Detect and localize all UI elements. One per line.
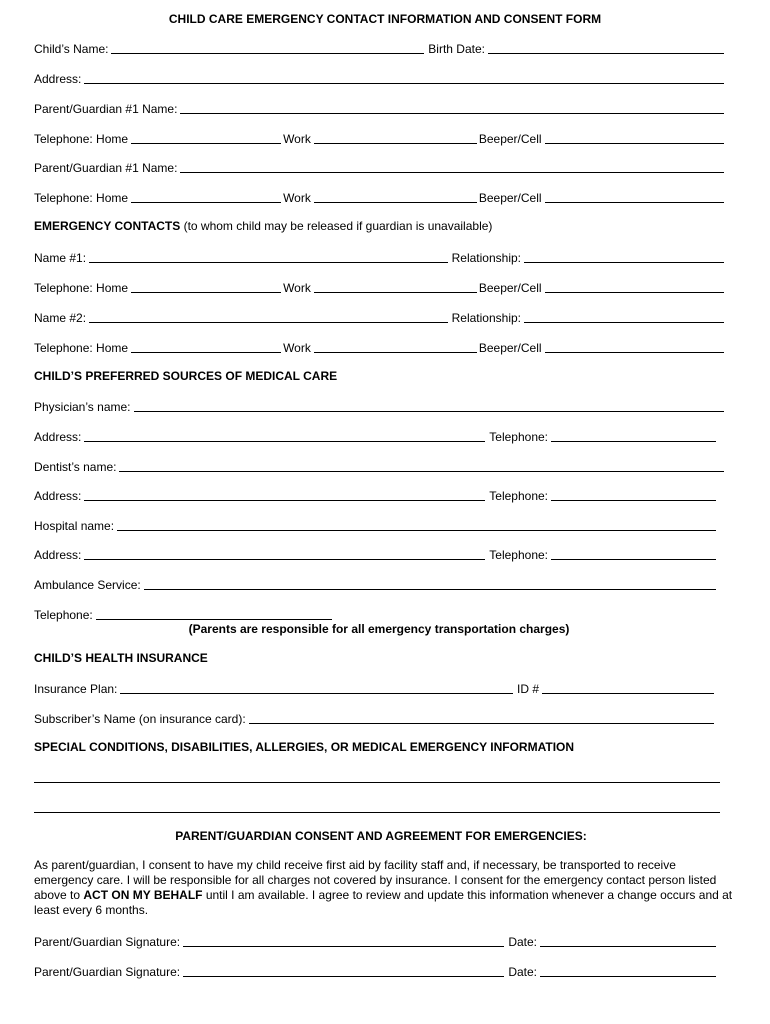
guardian1-name-label: Parent/Guardian #1 Name: <box>34 102 178 116</box>
contact2-cell-field[interactable] <box>545 340 724 353</box>
contact1-work-label: Work <box>283 281 311 295</box>
child-address-row <box>34 70 726 86</box>
child-name-field[interactable] <box>111 41 424 54</box>
hospital-address-field[interactable] <box>84 547 485 560</box>
guardian2-home-field[interactable] <box>131 190 281 203</box>
contact2-work-label: Work <box>283 341 311 355</box>
contact2-relationship-field[interactable] <box>524 310 724 323</box>
emergency-heading-title: EMERGENCY CONTACTS <box>34 219 181 233</box>
guardian1-work-label: Work <box>283 132 311 146</box>
guardian1-home-label: Telephone: Home <box>34 132 129 146</box>
child-name-row <box>34 40 726 56</box>
contact1-cell-label: Beeper/Cell <box>478 281 542 295</box>
signature1-date-label: Date: <box>508 935 537 949</box>
guardian1-name-field[interactable] <box>180 101 724 114</box>
child-address-label: Address: <box>34 72 82 86</box>
contact2-phone-row <box>34 339 726 355</box>
signature2-field[interactable] <box>183 964 504 977</box>
child-name-label: Child’s Name: <box>34 42 109 56</box>
physician-address-label: Address: <box>34 430 82 444</box>
signature1-field[interactable] <box>183 934 504 947</box>
guardian2-phone-row <box>34 189 726 205</box>
consent-heading: PARENT/GUARDIAN CONSENT AND AGREEMENT FOR EMERGENCIES: <box>175 829 587 843</box>
contact2-home-field[interactable] <box>131 340 281 353</box>
guardian1-name-row <box>34 100 726 116</box>
ambulance-telephone-field[interactable] <box>96 607 332 620</box>
insurance-plan-label: Insurance Plan: <box>34 682 118 696</box>
physician-label: Physician’s name: <box>34 400 131 414</box>
contact1-relationship-field[interactable] <box>524 250 724 263</box>
signature1-date-field[interactable] <box>540 934 716 947</box>
guardian2-name-field[interactable] <box>180 160 724 173</box>
hospital-field[interactable] <box>117 518 716 531</box>
guardian1-home-field[interactable] <box>131 131 281 144</box>
birth-date-label: Birth Date: <box>428 42 485 56</box>
contact1-cell-field[interactable] <box>545 280 724 293</box>
guardian1-cell-label: Beeper/Cell <box>478 132 542 146</box>
contact2-name-row <box>34 309 726 325</box>
emergency-subheading: (to whom child may be released if guardian is unavailable) <box>183 219 493 233</box>
form-title: CHILD CARE EMERGENCY CONTACT INFORMATION AND CONSENT FORM <box>168 12 602 26</box>
contact1-work-field[interactable] <box>314 280 477 293</box>
insurance-plan-field[interactable] <box>120 681 513 694</box>
insurance-id-field[interactable] <box>542 681 714 694</box>
dentist-telephone-label: Telephone: <box>489 489 548 503</box>
contact1-phone-row <box>34 279 726 295</box>
guardian1-cell-field[interactable] <box>545 131 724 144</box>
guardian2-name-row <box>34 159 726 175</box>
ambulance-row <box>34 576 718 592</box>
ambulance-telephone-row <box>34 606 334 622</box>
ambulance-note: (Parents are responsible for all emergency transportation charges) <box>188 622 570 636</box>
contact1-home-label: Telephone: Home <box>34 281 129 295</box>
physician-row <box>34 398 726 414</box>
signature1-label: Parent/Guardian Signature: <box>34 935 181 949</box>
child-address-field[interactable] <box>84 71 724 84</box>
contact2-relationship-label: Relationship: <box>451 311 521 325</box>
dentist-label: Dentist’s name: <box>34 460 117 474</box>
physician-field[interactable] <box>134 399 725 412</box>
consent-text-bold: ACT ON MY BEHALF <box>83 888 203 902</box>
contact2-name-label: Name #2: <box>34 311 87 325</box>
physician-address-row <box>34 428 718 444</box>
signature2-date-label: Date: <box>508 965 537 979</box>
dentist-address-row <box>34 487 718 503</box>
subscriber-field[interactable] <box>249 711 714 724</box>
physician-telephone-field[interactable] <box>551 429 716 442</box>
dentist-row <box>34 458 726 474</box>
medical-heading: CHILD’S PREFERRED SOURCES OF MEDICAL CARE <box>34 369 338 383</box>
dentist-address-field[interactable] <box>84 488 485 501</box>
insurance-plan-row <box>34 680 716 696</box>
guardian2-work-field[interactable] <box>314 190 477 203</box>
subscriber-row <box>34 710 716 726</box>
hospital-telephone-field[interactable] <box>551 547 716 560</box>
special-field-line-1[interactable] <box>34 782 720 783</box>
contact1-relationship-label: Relationship: <box>451 251 521 265</box>
hospital-address-row <box>34 546 718 562</box>
special-heading: SPECIAL CONDITIONS, DISABILITIES, ALLERGIES, OR MEDICAL EMERGENCY INFORMATION <box>34 740 575 754</box>
insurance-heading: CHILD’S HEALTH INSURANCE <box>34 651 208 665</box>
contact1-name-row <box>34 249 726 265</box>
hospital-address-label: Address: <box>34 548 82 562</box>
ambulance-label: Ambulance Service: <box>34 578 141 592</box>
signature2-label: Parent/Guardian Signature: <box>34 965 181 979</box>
signature2-date-field[interactable] <box>540 964 716 977</box>
dentist-telephone-field[interactable] <box>551 488 716 501</box>
dentist-address-label: Address: <box>34 489 82 503</box>
guardian2-home-label: Telephone: Home <box>34 191 129 205</box>
guardian2-name-label: Parent/Guardian #1 Name: <box>34 161 178 175</box>
contact2-home-label: Telephone: Home <box>34 341 129 355</box>
dentist-field[interactable] <box>119 459 724 472</box>
subscriber-label: Subscriber’s Name (on insurance card): <box>34 712 246 726</box>
hospital-label: Hospital name: <box>34 519 115 533</box>
physician-telephone-label: Telephone: <box>489 430 548 444</box>
ambulance-telephone-label: Telephone: <box>34 608 93 622</box>
emergency-heading <box>34 219 492 233</box>
signature-row-1 <box>34 933 718 949</box>
contact2-name-field[interactable] <box>89 310 448 323</box>
guardian1-phone-row <box>34 130 726 146</box>
consent-text-part2: until I am available. I agree to review and update this information whenever a change occurs and at least every 6 months. <box>34 888 733 917</box>
hospital-row <box>34 517 718 533</box>
hospital-telephone-label: Telephone: <box>489 548 548 562</box>
signature-row-2 <box>34 963 718 979</box>
ambulance-field[interactable] <box>144 577 716 590</box>
contact1-name-label: Name #1: <box>34 251 87 265</box>
consent-text-part1: As parent/guardian, I consent to have my child receive first aid by facility staff and, if necessary, be transported to receive emergency care. I will be responsible for all charges not covered by insurance. I consent for the emergency contact person listed above to <box>34 858 717 902</box>
contact1-home-field[interactable] <box>131 280 281 293</box>
contact2-work-field[interactable] <box>314 340 477 353</box>
guardian2-cell-label: Beeper/Cell <box>478 191 542 205</box>
guardian1-work-field[interactable] <box>314 131 477 144</box>
guardian2-work-label: Work <box>283 191 311 205</box>
birth-date-field[interactable] <box>488 41 724 54</box>
contact2-cell-label: Beeper/Cell <box>478 341 542 355</box>
guardian2-cell-field[interactable] <box>545 190 724 203</box>
consent-paragraph <box>34 858 734 918</box>
contact1-name-field[interactable] <box>89 250 448 263</box>
physician-address-field[interactable] <box>84 429 485 442</box>
insurance-id-label: ID # <box>516 682 539 696</box>
special-field-line-2[interactable] <box>34 812 720 813</box>
